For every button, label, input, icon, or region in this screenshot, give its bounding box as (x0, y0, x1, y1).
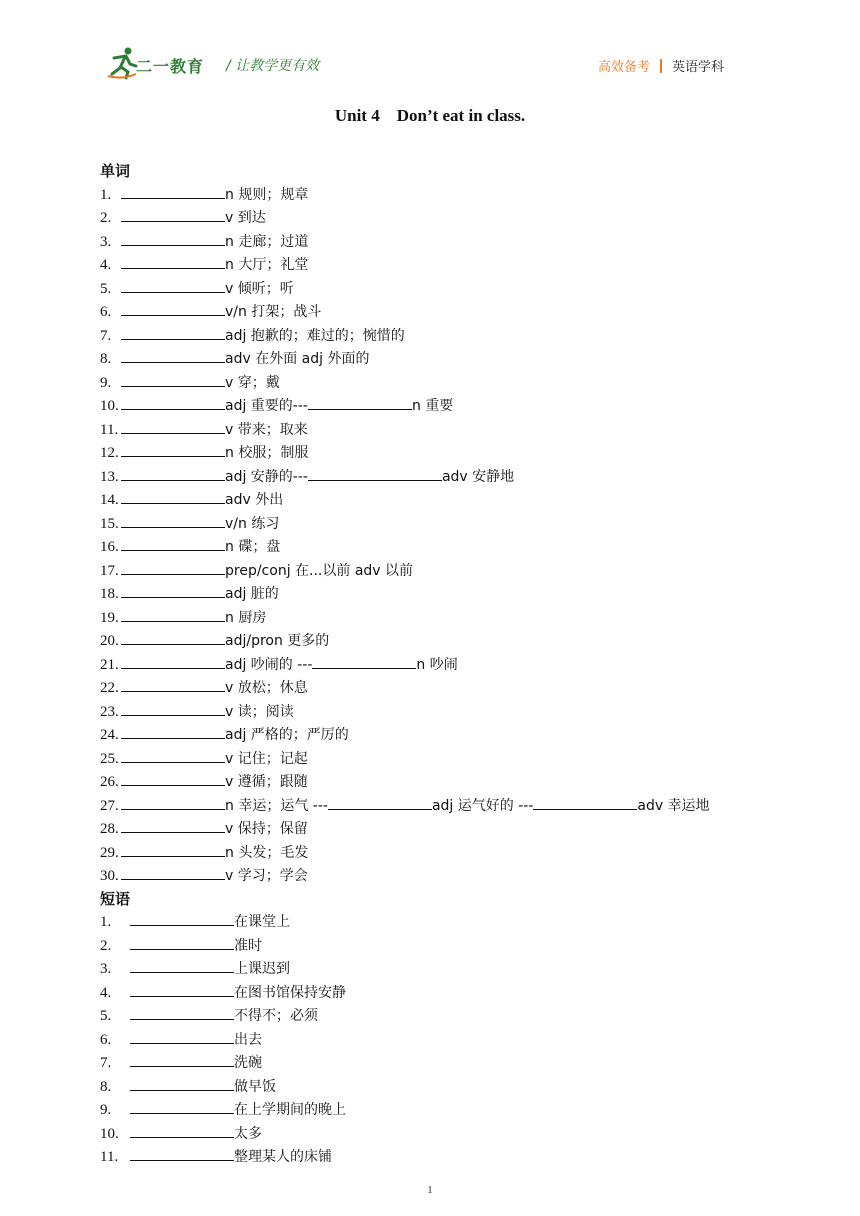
vocab-definition: n 规则；规章 (225, 186, 309, 203)
answer-blank[interactable] (121, 230, 225, 246)
phrase-number: 2. (100, 937, 112, 954)
phrase-item (100, 1122, 765, 1146)
phrase-meaning: 在课堂上 (234, 914, 290, 930)
vocab-number: 6. (100, 304, 112, 320)
phrase-meaning: 整理某人的床铺 (234, 1149, 332, 1165)
answer-blank[interactable] (121, 394, 225, 410)
vocab-item (100, 465, 765, 489)
answer-blank[interactable] (121, 206, 225, 222)
phrase-item (100, 1028, 765, 1052)
answer-blank[interactable] (130, 981, 234, 997)
phrase-number: 1. (100, 914, 112, 930)
vocab-definition: n 吵闹 (416, 656, 458, 673)
vocab-definition: adj 安静的--- (225, 468, 308, 485)
header-tag-subject: 英语学科 (672, 60, 725, 75)
vocab-number: 10. (100, 398, 119, 414)
vocab-number: 11. (100, 421, 119, 438)
vocab-number: 12. (100, 445, 119, 461)
worksheet-content (100, 160, 765, 1169)
vocab-item (100, 183, 765, 207)
vocab-number: 28. (100, 821, 119, 837)
answer-blank[interactable] (130, 1028, 234, 1044)
vocab-definition: v 倾听；听 (225, 280, 294, 297)
vocab-number: 18. (100, 586, 119, 602)
phrase-item (100, 957, 765, 981)
vocab-item (100, 277, 765, 301)
vocab-number: 20. (100, 633, 119, 649)
vocab-number: 16. (100, 539, 119, 555)
vocab-definition: adv 幸运地 (637, 797, 710, 814)
answer-blank[interactable] (121, 700, 225, 716)
answer-blank[interactable] (130, 910, 234, 926)
vocab-number: 24. (100, 727, 119, 743)
vocab-item (100, 676, 765, 700)
vocab-number: 15. (100, 515, 119, 532)
vocab-definition: v 学习；学会 (225, 868, 308, 884)
phrases-heading: 短语 (100, 889, 131, 908)
vocab-number: 17. (100, 562, 119, 579)
vocab-item (100, 441, 765, 465)
vocab-definition: v 记住；记起 (225, 750, 308, 767)
vocab-definition: v 穿；戴 (225, 374, 280, 391)
answer-blank[interactable] (121, 629, 225, 645)
answer-blank[interactable] (121, 371, 225, 387)
vocab-number: 9. (100, 374, 112, 391)
answer-blank[interactable] (121, 794, 225, 810)
vocab-definition: v 带来；取来 (225, 421, 308, 438)
vocab-definition: n 幸运；运气 --- (225, 797, 328, 814)
answer-blank[interactable] (308, 394, 412, 410)
vocab-definition: v/n 打架；战斗 (225, 304, 322, 320)
page-header (0, 0, 860, 90)
answer-blank[interactable] (121, 512, 225, 528)
answer-blank[interactable] (130, 1075, 234, 1091)
answer-blank[interactable] (121, 465, 225, 481)
answer-blank[interactable] (121, 300, 225, 316)
vocab-number: 26. (100, 774, 119, 790)
vocab-number: 29. (100, 844, 119, 861)
answer-blank[interactable] (121, 841, 225, 857)
vocab-number: 1. (100, 186, 112, 203)
vocab-definition: n 走廊；过道 (225, 233, 309, 250)
vocab-definition: adv 外出 (225, 492, 284, 508)
answer-blank[interactable] (130, 957, 234, 973)
vocab-number: 27. (100, 797, 119, 814)
vocab-item (100, 723, 765, 747)
vocab-number: 23. (100, 703, 119, 720)
vocab-item (100, 230, 765, 254)
vocab-item (100, 653, 765, 677)
vocab-definition: n 厨房 (225, 609, 267, 626)
answer-blank[interactable] (121, 535, 225, 551)
phrase-item (100, 1075, 765, 1099)
answer-blank[interactable] (121, 183, 225, 199)
phrase-list (100, 910, 765, 1169)
page-number: 1 (427, 1184, 433, 1196)
phrase-number: 11. (100, 1149, 119, 1165)
answer-blank[interactable] (121, 582, 225, 598)
answer-blank[interactable] (121, 418, 225, 434)
vocab-definition: adj 重要的--- (225, 398, 308, 414)
vocab-item (100, 418, 765, 442)
answer-blank[interactable] (121, 559, 225, 575)
answer-blank[interactable] (121, 817, 225, 833)
vocab-number: 13. (100, 468, 119, 485)
vocab-list (100, 183, 765, 888)
vocab-item (100, 582, 765, 606)
phrase-meaning: 准时 (234, 937, 262, 954)
vocab-definition: adj 抱歉的；难过的；惋惜的 (225, 327, 405, 344)
header-tags (598, 56, 724, 75)
phrase-item (100, 981, 765, 1005)
answer-blank[interactable] (130, 1004, 234, 1020)
answer-blank[interactable] (121, 606, 225, 622)
answer-blank[interactable] (121, 676, 225, 692)
phrase-number: 10. (100, 1125, 119, 1142)
phrase-meaning: 在上学期间的晚上 (234, 1102, 346, 1118)
runner-icon (106, 46, 138, 80)
answer-blank[interactable] (121, 488, 225, 504)
vocab-item (100, 324, 765, 348)
phrase-number: 5. (100, 1008, 112, 1024)
answer-blank[interactable] (328, 794, 432, 810)
answer-blank[interactable] (130, 1098, 234, 1114)
vocab-definition: adj 严格的；严厉的 (225, 727, 349, 743)
answer-blank[interactable] (121, 441, 225, 457)
answer-blank[interactable] (130, 1051, 234, 1067)
vocab-number: 25. (100, 750, 119, 767)
vocab-number: 19. (100, 609, 119, 626)
vocab-definition: v 到达 (225, 210, 266, 226)
answer-blank[interactable] (121, 253, 225, 269)
vocab-item (100, 606, 765, 630)
vocab-item (100, 700, 765, 724)
vocab-item (100, 371, 765, 395)
logo-text: 二一教育 (136, 57, 205, 76)
phrase-meaning: 太多 (234, 1125, 262, 1142)
vocab-item (100, 770, 765, 794)
vocab-heading: 单词 (100, 162, 131, 180)
vocab-number: 8. (100, 351, 112, 367)
vocab-definition: adj 运气好的 --- (431, 797, 534, 814)
vocab-definition: n 校服；制服 (225, 445, 309, 461)
answer-blank[interactable] (308, 465, 442, 481)
phrase-number: 6. (100, 1031, 112, 1048)
header-divider (660, 59, 662, 73)
vocab-number: 30. (100, 868, 119, 884)
vocab-item (100, 347, 765, 371)
phrase-item (100, 934, 765, 958)
vocab-number: 21. (100, 656, 119, 673)
vocab-item (100, 488, 765, 512)
phrase-item (100, 1051, 765, 1075)
vocab-definition: n 重要 (411, 398, 454, 414)
phrase-item (100, 910, 765, 934)
answer-blank[interactable] (121, 324, 225, 340)
answer-blank[interactable] (312, 653, 416, 669)
answer-blank[interactable] (121, 723, 225, 739)
vocab-definition: n 大厅；礼堂 (225, 257, 309, 273)
phrase-meaning: 在图书馆保持安静 (234, 984, 346, 1001)
vocab-definition: n 头发；毛发 (225, 844, 309, 861)
vocab-definition: v 保持；保留 (225, 821, 308, 837)
phrase-item (100, 1004, 765, 1028)
brand-logo (106, 46, 216, 82)
vocab-number: 22. (100, 680, 119, 696)
answer-blank[interactable] (130, 934, 234, 950)
vocab-definition: adj 脏的 (225, 586, 279, 602)
vocab-definition: v 读；阅读 (225, 703, 294, 720)
vocab-item (100, 841, 765, 865)
vocab-item (100, 794, 765, 818)
phrase-meaning: 上课迟到 (234, 961, 290, 977)
answer-blank[interactable] (121, 747, 225, 763)
vocab-item (100, 535, 765, 559)
phrase-meaning: 不得不；必须 (234, 1008, 318, 1024)
phrase-item (100, 1145, 765, 1169)
vocab-definition: v 放松；休息 (225, 680, 308, 696)
vocab-definition: v 遵循；跟随 (225, 774, 308, 790)
vocab-item (100, 512, 765, 536)
vocab-item (100, 747, 765, 771)
vocab-definition: prep/conj 在...以前 adv 以前 (225, 562, 414, 579)
answer-blank[interactable] (121, 864, 225, 880)
vocab-item (100, 206, 765, 230)
phrase-number: 9. (100, 1102, 112, 1118)
header-tag-exam: 高效备考 (598, 60, 651, 75)
vocab-number: 7. (100, 327, 112, 344)
vocab-definition: v/n 练习 (225, 515, 280, 532)
vocab-number: 3. (100, 233, 112, 250)
vocab-definition: adj 吵闹的 --- (225, 656, 313, 673)
vocab-item (100, 300, 765, 324)
answer-blank[interactable] (130, 1122, 234, 1138)
vocab-number: 14. (100, 492, 119, 508)
phrase-number: 8. (100, 1078, 112, 1095)
vocab-definition: adj/pron 更多的 (225, 633, 330, 649)
answer-blank[interactable] (121, 770, 225, 786)
vocab-item (100, 629, 765, 653)
answer-blank[interactable] (130, 1145, 234, 1161)
vocab-item (100, 817, 765, 841)
vocab-number: 4. (100, 257, 112, 273)
phrase-number: 4. (100, 984, 112, 1001)
vocab-definition: adv 安静地 (441, 468, 515, 485)
phrase-meaning: 洗碗 (234, 1055, 262, 1071)
vocab-item (100, 864, 765, 888)
answer-blank[interactable] (121, 653, 225, 669)
answer-blank[interactable] (121, 277, 225, 293)
answer-blank[interactable] (533, 794, 637, 810)
vocab-item (100, 253, 765, 277)
slogan: / 让教学更有效 (226, 58, 320, 74)
vocab-number: 2. (100, 210, 112, 226)
phrase-meaning: 做早饭 (234, 1078, 276, 1095)
vocab-definition: n 碟；盘 (225, 539, 281, 555)
vocab-item (100, 394, 765, 418)
phrase-number: 7. (100, 1055, 112, 1071)
vocab-number: 5. (100, 280, 112, 297)
phrase-item (100, 1098, 765, 1122)
phrase-meaning: 出去 (234, 1031, 262, 1048)
vocab-item (100, 559, 765, 583)
page-title: Unit 4 Don’t eat in class. (334, 106, 526, 125)
vocab-definition: adv 在外面 adj 外面的 (225, 351, 370, 367)
phrase-number: 3. (100, 961, 112, 977)
answer-blank[interactable] (121, 347, 225, 363)
